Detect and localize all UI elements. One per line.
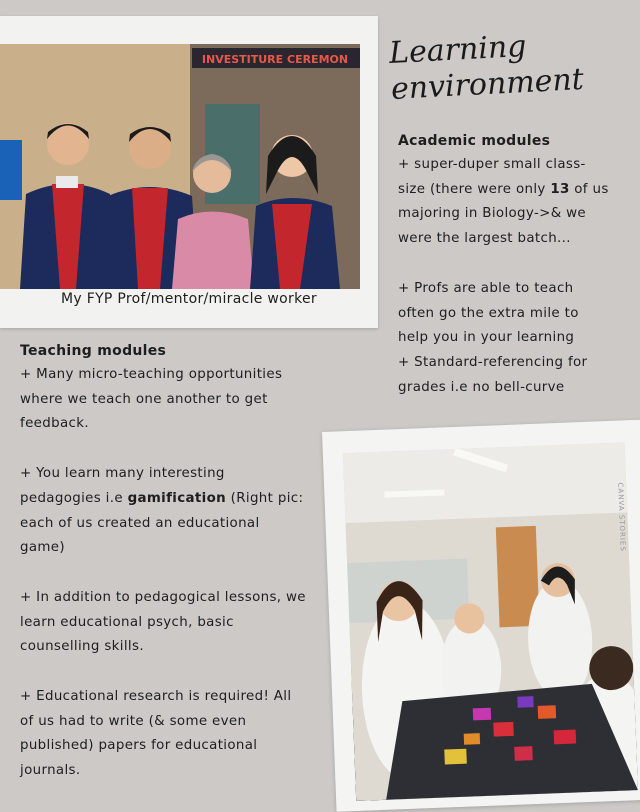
teaching-paragraph-4: + Educational research is required! All of us had to write (& some even published) papers for educational journals. [20, 689, 292, 779]
teaching-p2-bold: gamification [127, 490, 227, 506]
academic-heading: Academic modules [398, 133, 551, 149]
academic-p1-end: of us majoring in Biology->& we were the largest batch... [398, 181, 609, 247]
classroom-photo [343, 442, 638, 801]
ceremony-banner: INVESTITURE CEREMON [201, 53, 349, 66]
graduation-photo [0, 44, 360, 289]
academic-p1-start: + super-duper small class- size (there were only [398, 157, 586, 197]
teaching-paragraph-2 [20, 462, 320, 561]
teaching-p2-end: (Right pic: each of us created an educational game) [20, 490, 304, 556]
academic-paragraph-1 [398, 153, 628, 252]
page-title [388, 24, 621, 108]
academic-paragraph-2: + Profs are able to teach often go the extra mile to help you in your learning + Standard-referencing for grades i.e no bell-curve [398, 280, 588, 395]
graduation-illustration [0, 44, 360, 289]
classroom-illustration [343, 442, 638, 801]
photo-watermark: CANVA STORIES [616, 482, 627, 552]
photo-caption: My FYP Prof/mentor/miracle worker [61, 291, 317, 307]
classroom-photo-card [322, 420, 640, 812]
graduation-photo-card [0, 16, 378, 328]
academic-modules-section [398, 129, 628, 400]
title-line-1: Learning [388, 28, 528, 72]
academic-p1-bold: 13 [550, 181, 570, 197]
teaching-heading: Teaching modules [20, 343, 167, 359]
title-line-2: environment [390, 61, 585, 107]
teaching-paragraph-3: + In addition to pedagogical lessons, we learn educational psych, basic counselling skills. [20, 589, 306, 655]
teaching-p2-start: + You learn many interesting pedagogies i.e [20, 466, 225, 506]
teaching-modules-section [20, 339, 320, 784]
teaching-paragraph-1: + Many micro-teaching opportunities where we teach one another to get feedback. [20, 367, 283, 432]
